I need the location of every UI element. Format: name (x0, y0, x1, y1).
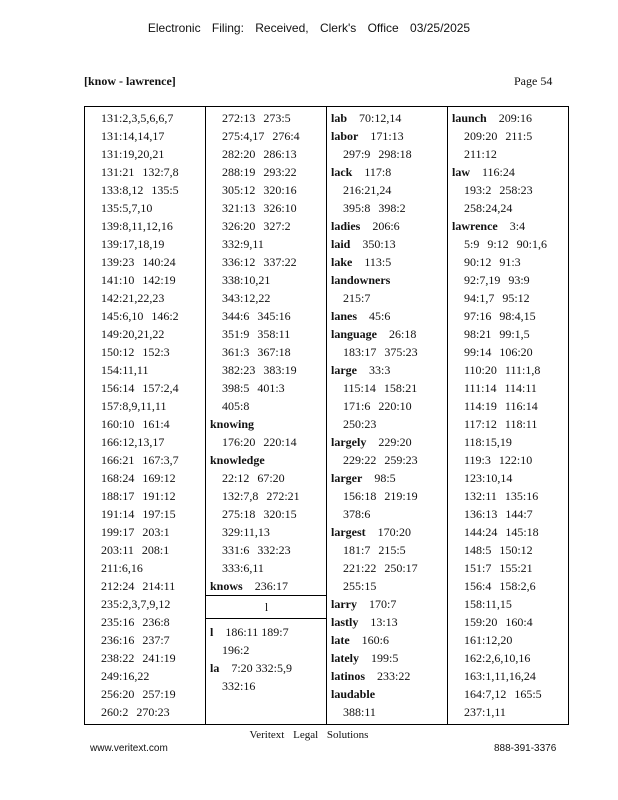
index-page-refs: 45:6 (369, 309, 391, 323)
index-column-4 (448, 107, 568, 724)
index-term: lawrence (452, 219, 498, 233)
index-page-refs-continued: 193:2 258:23 (464, 183, 533, 197)
index-page-refs-continued: 131:2,3,5,6,6,7 (101, 111, 174, 125)
index-page-refs-continued: 133:8,12 135:5 (101, 183, 179, 197)
index-page-refs-continued: 256:20 257:19 (101, 687, 176, 701)
index-entry (206, 415, 326, 433)
index-page-refs: 160:6 (361, 633, 389, 647)
index-page-refs-continued: 388:11 (343, 705, 376, 719)
index-page-refs-continued: 343:12,22 (222, 291, 271, 305)
index-page-refs: 113:5 (364, 255, 392, 269)
index-page-refs-continued: 196:2 (222, 643, 250, 657)
index-page-refs-continued: 221:22 250:17 (343, 561, 418, 575)
index-page-refs-continued: 159:20 160:4 (464, 615, 533, 629)
index-page-refs-continued: 166:12,13,17 (101, 435, 165, 449)
index-page-refs-continued: 168:24 169:12 (101, 471, 176, 485)
index-page-refs: 26:18 (389, 327, 417, 341)
index-page-refs-continued: 332:16 (222, 679, 256, 693)
index-page-refs-continued: 145:6,10 146:2 (101, 309, 179, 323)
index-entry (327, 361, 447, 379)
index-page-refs-continued: 114:19 116:14 (464, 399, 538, 413)
index-page-refs-continued: 191:14 197:15 (101, 507, 176, 521)
index-page-refs-continued: 156:18 219:19 (343, 489, 418, 503)
index-page-refs-continued: 157:8,9,11,11 (101, 399, 167, 413)
index-term: language (331, 327, 378, 341)
index-term: laudable (331, 687, 376, 701)
index-page-refs-continued: 249:16,22 (101, 669, 150, 683)
index-entry (327, 667, 447, 685)
index-page-refs: 206:6 (372, 219, 400, 233)
index-page-refs-continued: 395:8 398:2 (343, 201, 406, 215)
index-term: landowners (331, 273, 391, 287)
index-page-refs: 186:11 189:7 (225, 625, 289, 639)
index-term: lack (331, 165, 353, 179)
index-page-refs-continued: 351:9 358:11 (222, 327, 291, 341)
index-term: labor (331, 129, 359, 143)
index-page-refs-continued: 398:5 401:3 (222, 381, 285, 395)
index-range: [know - lawrence] (84, 74, 176, 88)
index-term: largest (331, 525, 366, 539)
index-page-refs: 170:7 (369, 597, 397, 611)
index-page-refs-continued: 144:24 145:18 (464, 525, 539, 539)
index-page-refs-continued: 160:10 161:4 (101, 417, 170, 431)
index-entry (327, 685, 447, 703)
index-term: launch (452, 111, 487, 125)
index-column-2 (206, 107, 327, 724)
index-entry (327, 235, 447, 253)
index-page-refs-continued: 326:20 327:2 (222, 219, 291, 233)
index-entry (206, 451, 326, 469)
index-page-refs: 13:13 (370, 615, 398, 629)
index-page-refs-continued: 142:21,22,23 (101, 291, 165, 305)
index-page-refs-continued: 203:11 208:1 (101, 543, 170, 557)
index-page-refs-continued: 111:14 114:11 (464, 381, 537, 395)
index-page-refs-continued: 150:12 152:3 (101, 345, 170, 359)
index-entry (448, 163, 568, 181)
index-page-refs-continued: 117:12 118:11 (464, 417, 538, 431)
index-term: larry (331, 597, 357, 611)
index-page-refs-continued: 156:4 158:2,6 (464, 579, 536, 593)
index-page-refs-continued: 110:20 111:1,8 (464, 363, 541, 377)
index-term: la (210, 661, 220, 675)
index-page-refs-continued: 132:7,8 272:21 (222, 489, 300, 503)
index-page-refs-continued: 99:14 106:20 (464, 345, 533, 359)
index-page-refs-continued: 154:11,11 (101, 363, 149, 377)
index-page-refs-continued: 238:22 241:19 (101, 651, 176, 665)
index-page-refs-continued: 171:6 220:10 (343, 399, 412, 413)
index-page-refs-continued: 338:10,21 (222, 273, 271, 287)
footer-phone: 888-391-3376 (494, 743, 557, 754)
index-page-refs-continued: 176:20 220:14 (222, 435, 297, 449)
index-term: latinos (331, 669, 366, 683)
index-page-refs-continued: 382:23 383:19 (222, 363, 297, 377)
index-page-refs-continued: 136:13 144:7 (464, 507, 533, 521)
index-page-refs-continued: 199:17 203:1 (101, 525, 170, 539)
index-page-refs-continued: 332:9,11 (222, 237, 264, 251)
index-page-refs-continued: 22:12 67:20 (222, 471, 285, 485)
index-page-refs-continued: 141:10 142:19 (101, 273, 176, 287)
index-term: largely (331, 435, 367, 449)
page-number: Page 54 (514, 74, 553, 88)
index-entry (448, 109, 568, 127)
index-page-refs-continued: 229:22 259:23 (343, 453, 418, 467)
index-page-refs-continued: 333:6,11 (222, 561, 264, 575)
index-term: laid (331, 237, 351, 251)
index-page-refs-continued: 215:7 (343, 291, 371, 305)
index-page-refs-continued: 250:23 (343, 417, 377, 431)
index-entry (327, 271, 447, 289)
index-page-refs-continued: 275:18 320:15 (222, 507, 297, 521)
index-page-refs-continued: 132:11 135:16 (464, 489, 539, 503)
index-page-refs: 236:17 (254, 579, 289, 593)
index-page-refs-continued: 139:23 140:24 (101, 255, 176, 269)
word-index-table (84, 106, 569, 725)
filing-stamp: Electronic Filing: Received, Clerk's Office 03/25/2025 (147, 21, 471, 35)
index-page-refs-continued: 272:13 273:5 (222, 111, 291, 125)
index-page-refs-continued: 361:3 367:18 (222, 345, 291, 359)
index-entry (206, 659, 326, 677)
index-page-refs-continued: 123:10,14 (464, 471, 513, 485)
index-page-refs-continued: 139:17,18,19 (101, 237, 165, 251)
index-page-refs-continued: 275:4,17 276:4 (222, 129, 300, 143)
index-page-refs-continued: 235:16 236:8 (101, 615, 170, 629)
index-page-refs-continued: 209:20 211:5 (464, 129, 533, 143)
index-page-refs-continued: 216:21,24 (343, 183, 392, 197)
index-page-refs-continued: 158:11,15 (464, 597, 512, 611)
index-page-refs-continued: 131:14,14,17 (101, 129, 165, 143)
index-page-refs: 350:13 (362, 237, 396, 251)
index-page-refs: 3:4 (509, 219, 526, 233)
index-page-refs: 229:20 (378, 435, 412, 449)
index-page-refs-continued: 98:21 99:1,5 (464, 327, 530, 341)
letter-section-header: l (206, 595, 327, 619)
index-page-refs-continued: 336:12 337:22 (222, 255, 297, 269)
index-entry (327, 109, 447, 127)
index-page-refs-continued: 131:21 132:7,8 (101, 165, 179, 179)
index-column-1 (85, 107, 206, 724)
index-page-refs-continued: 378:6 (343, 507, 371, 521)
index-page-refs: 233:22 (377, 669, 411, 683)
index-page-refs-continued: 260:2 270:23 (101, 705, 170, 719)
index-page-refs-continued: 166:21 167:3,7 (101, 453, 179, 467)
index-page-refs-continued: 258:24,24 (464, 201, 513, 215)
index-entry (448, 217, 568, 235)
index-term: late (331, 633, 350, 647)
index-entry (327, 649, 447, 667)
index-page-refs-continued: 405:8 (222, 399, 250, 413)
index-page-refs: 199:5 (371, 651, 399, 665)
index-term: large (331, 363, 357, 377)
index-page-refs-continued: 183:17 375:23 (343, 345, 418, 359)
index-term: knowing (210, 417, 255, 431)
index-page-refs: 170:20 (377, 525, 411, 539)
index-page-refs-continued: 288:19 293:22 (222, 165, 297, 179)
index-page-refs: 7:20 332:5,9 (231, 661, 293, 675)
index-term: ladies (331, 219, 361, 233)
index-page-refs-continued: 282:20 286:13 (222, 147, 297, 161)
index-page-refs-continued: 148:5 150:12 (464, 543, 533, 557)
index-page-refs-continued: 94:1,7 95:12 (464, 291, 530, 305)
index-page-refs-continued: 115:14 158:21 (343, 381, 418, 395)
index-page-refs-continued: 149:20,21,22 (101, 327, 165, 341)
index-entry (327, 469, 447, 487)
index-page-refs-continued: 329:11,13 (222, 525, 270, 539)
index-page-refs-continued: 131:19,20,21 (101, 147, 165, 161)
index-page-refs-continued: 305:12 320:16 (222, 183, 297, 197)
index-entry (327, 613, 447, 631)
index-page-refs-continued: 156:14 157:2,4 (101, 381, 179, 395)
index-entry (327, 253, 447, 271)
index-page-refs-continued: 236:16 237:7 (101, 633, 170, 647)
index-page-refs: 209:16 (498, 111, 533, 125)
index-page-refs-continued: 118:15,19 (464, 435, 512, 449)
index-entry (206, 623, 326, 641)
index-page-refs-continued: 139:8,11,12,16 (101, 219, 173, 233)
index-page-refs-continued: 188:17 191:12 (101, 489, 176, 503)
index-page-refs-continued: 212:24 214:11 (101, 579, 176, 593)
index-page-refs-continued: 135:5,7,10 (101, 201, 153, 215)
index-page-refs-continued: 5:9 9:12 90:1,6 (464, 237, 548, 251)
index-term: lanes (331, 309, 358, 323)
index-entry (327, 217, 447, 235)
index-page-refs-continued: 119:3 122:10 (464, 453, 533, 467)
index-term: knows (210, 579, 243, 593)
index-term: lake (331, 255, 353, 269)
index-page-refs: 98:5 (374, 471, 396, 485)
index-page-refs-continued: 211:6,16 (101, 561, 143, 575)
index-page-refs: 116:24 (482, 165, 515, 179)
index-entry (327, 523, 447, 541)
index-entry (327, 163, 447, 181)
index-entry (327, 631, 447, 649)
index-term: larger (331, 471, 363, 485)
index-term: l (210, 625, 214, 639)
index-page-refs: 117:8 (364, 165, 392, 179)
index-page-refs-continued: 331:6 332:23 (222, 543, 291, 557)
index-term: law (452, 165, 470, 179)
index-page-refs-continued: 255:15 (343, 579, 377, 593)
index-page-refs-continued: 162:2,6,10,16 (464, 651, 531, 665)
index-page-refs-continued: 164:7,12 165:5 (464, 687, 542, 701)
index-term: lab (331, 111, 348, 125)
index-page-refs-continued: 181:7 215:5 (343, 543, 406, 557)
index-page-refs-continued: 235:2,3,7,9,12 (101, 597, 171, 611)
index-term: lately (331, 651, 359, 665)
index-entry (206, 577, 326, 595)
index-column-3 (327, 107, 448, 724)
index-page-refs-continued: 97:16 98:4,15 (464, 309, 536, 323)
index-page-refs: 70:12,14 (359, 111, 402, 125)
index-entry (327, 595, 447, 613)
index-entry (327, 325, 447, 343)
index-page-refs-continued: 297:9 298:18 (343, 147, 412, 161)
footer-website: www.veritext.com (90, 743, 168, 754)
index-term: lastly (331, 615, 359, 629)
index-page-refs: 33:3 (369, 363, 391, 377)
footer-company: Veritext Legal Solutions (249, 729, 369, 741)
index-term: knowledge (210, 453, 265, 467)
index-entry (327, 307, 447, 325)
index-page-refs-continued: 92:7,19 93:9 (464, 273, 530, 287)
index-page-refs-continued: 237:1,11 (464, 705, 506, 719)
index-page-refs-continued: 211:12 (464, 147, 497, 161)
index-page-refs: 171:13 (370, 129, 404, 143)
index-entry (327, 127, 447, 145)
index-page-refs-continued: 151:7 155:21 (464, 561, 533, 575)
index-page-refs-continued: 163:1,11,16,24 (464, 669, 536, 683)
index-entry (327, 433, 447, 451)
index-page-refs-continued: 321:13 326:10 (222, 201, 297, 215)
index-page-refs-continued: 161:12,20 (464, 633, 513, 647)
index-page-refs-continued: 344:6 345:16 (222, 309, 291, 323)
index-page-refs-continued: 90:12 91:3 (464, 255, 521, 269)
